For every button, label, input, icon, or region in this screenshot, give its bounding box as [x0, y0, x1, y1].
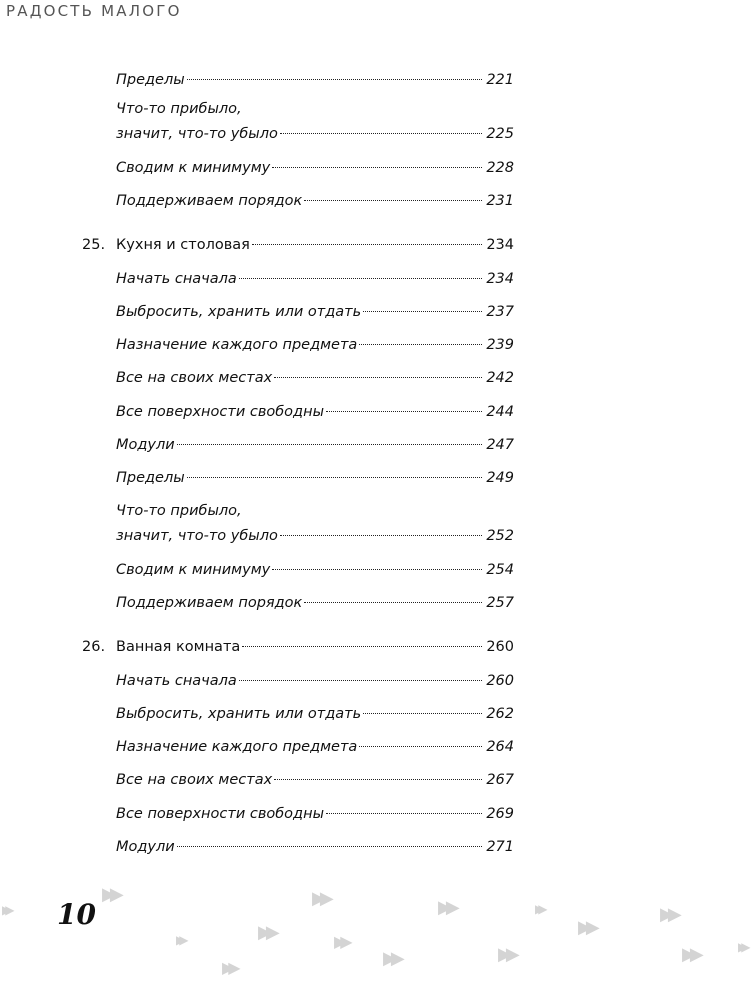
toc-entry-title: Поддерживаем порядок	[116, 193, 303, 209]
toc-entry-title: Ванная комната	[116, 639, 241, 655]
toc-entry-row[interactable]	[0, 334, 514, 356]
double-arrow-icon: ▶▶	[738, 940, 745, 954]
double-arrow-icon: ▶▶	[312, 888, 328, 909]
dot-leader	[326, 411, 482, 412]
toc-entry-title: Все поверхности свободны	[116, 806, 325, 822]
toc-entry-row[interactable]	[0, 736, 514, 758]
toc-entry-row[interactable]	[0, 123, 514, 145]
double-arrow-icon: ▶▶	[334, 932, 347, 951]
toc-entry-title: Назначение каждого предмета	[116, 337, 358, 353]
double-arrow-icon: ▶▶	[176, 933, 183, 947]
toc-entry-row[interactable]	[0, 803, 514, 825]
chapter-number: 26.	[82, 639, 106, 655]
running-head: РАДОСТЬ МАЛОГО	[6, 2, 182, 20]
toc-page-number: 234	[486, 271, 514, 287]
toc-page-number: 221	[486, 72, 514, 88]
toc-entry-title: Сводим к минимуму	[116, 562, 271, 578]
toc-chapter-row[interactable]	[0, 234, 514, 256]
dot-leader	[359, 344, 482, 345]
toc-entry-row[interactable]	[0, 157, 514, 179]
toc-page-number: 247	[486, 437, 514, 453]
toc-entry-row[interactable]	[0, 703, 514, 725]
toc-page-number: 242	[486, 370, 514, 386]
dot-leader	[280, 133, 482, 134]
double-arrow-icon: ▶▶	[102, 884, 118, 905]
double-arrow-icon: ▶▶	[222, 958, 235, 977]
dot-leader	[280, 535, 482, 536]
toc-page-number: 254	[486, 562, 514, 578]
toc-page-number: 252	[486, 528, 514, 544]
toc-entry-title: Все на своих местах	[116, 772, 273, 788]
toc-page-number: 244	[486, 404, 514, 420]
dot-leader	[326, 813, 482, 814]
dot-leader	[177, 846, 483, 847]
toc-page-number: 234	[486, 237, 514, 253]
toc-chapter-row[interactable]	[0, 636, 514, 658]
toc-entry-row[interactable]	[0, 301, 514, 323]
toc-page-number: 225	[486, 126, 514, 142]
toc-entry-title: значит, что-то убыло	[116, 126, 278, 142]
toc-page-number: 262	[486, 706, 514, 722]
toc-page-number: 237	[486, 304, 514, 320]
double-arrow-icon: ▶▶	[2, 903, 9, 917]
double-arrow-icon: ▶▶	[578, 917, 594, 938]
toc-page-number: 257	[486, 595, 514, 611]
toc-entry-row[interactable]	[0, 467, 514, 489]
dot-leader	[363, 311, 482, 312]
toc-entry-title: Модули	[116, 839, 175, 855]
dot-leader	[242, 646, 482, 647]
dot-leader	[363, 713, 482, 714]
toc-entry-row[interactable]	[0, 592, 514, 614]
toc-entry-title: Назначение каждого предмета	[116, 739, 358, 755]
toc-entry-row[interactable]	[0, 367, 514, 389]
dot-leader	[274, 377, 482, 378]
toc-entry-title: Все на своих местах	[116, 370, 273, 386]
dot-leader	[239, 680, 483, 681]
page-number: 10	[57, 898, 96, 931]
toc-entry-row[interactable]	[0, 401, 514, 423]
toc-entry-title: Модули	[116, 437, 175, 453]
double-arrow-icon: ▶▶	[660, 904, 676, 925]
toc-page-number: 269	[486, 806, 514, 822]
toc-entry-title: Начать сначала	[116, 271, 237, 287]
double-arrow-icon: ▶▶	[258, 922, 274, 943]
dot-leader	[272, 167, 482, 168]
toc-page-number: 271	[486, 839, 514, 855]
toc-page-number: 239	[486, 337, 514, 353]
toc-entry-line1: Что-то прибыло,	[116, 503, 242, 519]
toc-entry-title: Выбросить, хранить или отдать	[116, 304, 362, 320]
dot-leader	[239, 278, 483, 279]
toc-entry-title: Пределы	[116, 470, 185, 486]
dot-leader	[359, 746, 482, 747]
toc-entry-row[interactable]	[0, 559, 514, 581]
chapter-number: 25.	[82, 237, 106, 253]
toc-page-number: 231	[486, 193, 514, 209]
dot-leader	[304, 200, 482, 201]
double-arrow-icon: ▶▶	[498, 944, 514, 965]
double-arrow-icon: ▶▶	[438, 897, 454, 918]
double-arrow-icon: ▶▶	[383, 948, 399, 969]
toc-entry-title: Кухня и столовая	[116, 237, 250, 253]
dot-leader	[304, 602, 482, 603]
toc-entry-row[interactable]	[0, 670, 514, 692]
toc-page-number: 267	[486, 772, 514, 788]
toc-entry-row[interactable]	[0, 69, 514, 91]
toc-page-number: 264	[486, 739, 514, 755]
toc-page-number: 228	[486, 160, 514, 176]
toc-entry-row[interactable]	[0, 525, 514, 547]
toc-entry-row[interactable]	[0, 190, 514, 212]
toc-entry-title: Пределы	[116, 72, 185, 88]
dot-leader	[177, 444, 483, 445]
toc-entry-line1: Что-то прибыло,	[116, 101, 242, 117]
toc-entry-row[interactable]	[0, 769, 514, 791]
dot-leader	[187, 477, 483, 478]
dot-leader	[187, 79, 483, 80]
toc-entry-title: Сводим к минимуму	[116, 160, 271, 176]
dot-leader	[272, 569, 482, 570]
toc-entry-title: Начать сначала	[116, 673, 237, 689]
toc-page-number: 260	[486, 639, 514, 655]
toc-page-number: 249	[486, 470, 514, 486]
toc-entry-row[interactable]	[0, 836, 514, 858]
double-arrow-icon: ▶▶	[535, 902, 542, 916]
toc-entry-row[interactable]	[0, 268, 514, 290]
toc-entry-title: Все поверхности свободны	[116, 404, 325, 420]
toc-page-number: 260	[486, 673, 514, 689]
dot-leader	[274, 779, 482, 780]
dot-leader	[252, 244, 482, 245]
toc-entry-title: Поддерживаем порядок	[116, 595, 303, 611]
double-arrow-icon: ▶▶	[682, 944, 698, 965]
toc-entry-title: Выбросить, хранить или отдать	[116, 706, 362, 722]
toc-entry-title: значит, что-то убыло	[116, 528, 278, 544]
toc-entry-row[interactable]	[0, 434, 514, 456]
